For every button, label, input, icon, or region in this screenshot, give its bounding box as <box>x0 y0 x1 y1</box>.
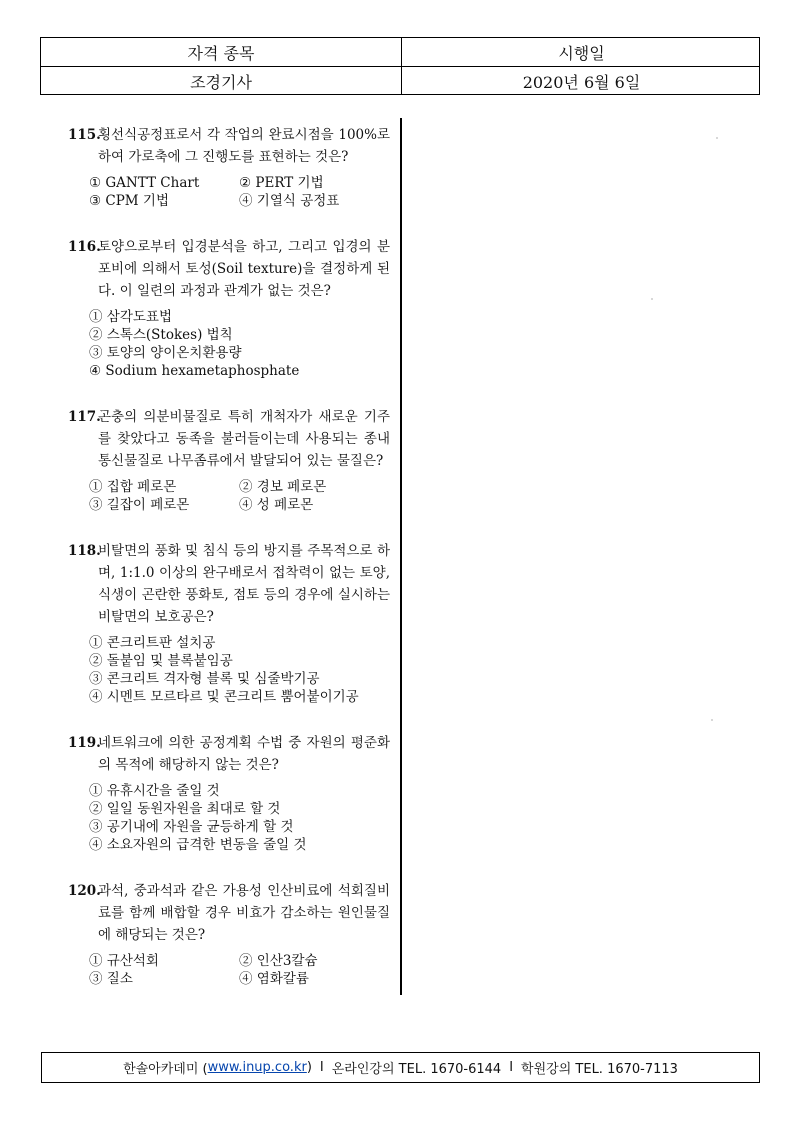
question-number: 115. <box>68 127 101 143</box>
exam-header-table <box>40 37 760 95</box>
answer-option-2[interactable]: ② 일일 동원자원을 최대로 할 것 <box>89 801 281 817</box>
answer-options <box>68 478 390 514</box>
question-116 <box>68 236 390 380</box>
answer-option-3[interactable]: ③ 길잡이 페로몬 <box>89 497 190 513</box>
header-label-row <box>41 38 759 66</box>
column-divider <box>400 118 402 995</box>
question-text: 과석, 중과석과 같은 가용성 인산비료에 석회질비료를 함께 배합할 경우 비효가 감소하는 원인물질에 해당되는 것은? <box>98 883 390 943</box>
footer-separator: I <box>509 1060 514 1075</box>
footer-academy: 한솔아카데미 ( <box>123 1062 208 1077</box>
answer-option-4[interactable]: ④ 시멘트 모르타르 및 콘크리트 뿜어붙이기공 <box>89 689 359 705</box>
answer-options <box>68 634 390 706</box>
question-number: 118. <box>68 543 101 559</box>
answer-option-4[interactable]: ④ 소요자원의 급격한 변동을 줄일 것 <box>89 837 307 853</box>
answer-option-2[interactable]: ② PERT 기법 <box>239 175 324 191</box>
answer-option-1[interactable]: ① 집합 페로몬 <box>89 479 177 495</box>
footer-online-tel: 온라인강의 TEL. 1670-6144 <box>331 1062 502 1077</box>
answer-option-3[interactable]: ③ 토양의 양이온치환용량 <box>89 345 242 361</box>
question-text: 횡선식공정표로서 각 작업의 완료시점을 100%로 하여 가로축에 그 진행도를 표현하는 것은? <box>98 127 390 165</box>
answer-option-3[interactable]: ③ CPM 기법 <box>89 193 170 209</box>
answer-option-1[interactable]: ① 규산석회 <box>89 953 159 969</box>
question-119 <box>68 732 390 854</box>
question-column <box>68 124 390 1014</box>
question-number: 119. <box>68 735 101 751</box>
question-text: 비탈면의 풍화 및 침식 등의 방지를 주목적으로 하며, 1:1.0 이상의 완구배로서 접착력이 없는 토양, 식생이 곤란한 풍화토, 점토 등의 경우에 실시하는 비탈면의 보호공은? <box>98 543 390 625</box>
question-120 <box>68 880 390 988</box>
question-number: 116. <box>68 239 101 255</box>
exam-date: 2020년 6월 6일 <box>401 67 761 95</box>
answer-options <box>68 782 390 854</box>
question-text: 곤충의 의분비물질로 특히 개척자가 새로운 기주를 찾았다고 동족을 불러들이는데 사용되는 종내 통신물질로 나무좀류에서 발달되어 있는 물질은? <box>98 409 390 469</box>
question-117 <box>68 406 390 514</box>
answer-option-4[interactable]: ④ 기열식 공정표 <box>239 193 340 209</box>
answer-option-3[interactable]: ③ 콘크리트 격자형 블록 및 심줄박기공 <box>89 671 320 687</box>
answer-option-1[interactable]: ① GANTT Chart <box>89 175 200 191</box>
answer-options <box>68 308 390 380</box>
answer-options <box>68 952 390 988</box>
answer-option-2[interactable]: ② 돌붙임 및 블록붙임공 <box>89 653 233 669</box>
answer-option-2[interactable]: ② 스톡스(Stokes) 법칙 <box>89 327 233 343</box>
answer-option-4[interactable]: ④ Sodium hexametaphosphate <box>89 363 300 379</box>
footer-academy-close: ) <box>306 1060 312 1075</box>
question-115 <box>68 124 390 210</box>
footer-website-link[interactable]: www.inup.co.kr <box>207 1060 307 1075</box>
exam-category-label: 자격 종목 <box>187 43 255 63</box>
answer-option-3[interactable]: ③ 질소 <box>89 971 133 987</box>
answer-options <box>68 174 390 210</box>
question-118 <box>68 540 390 706</box>
scan-speck <box>716 137 718 139</box>
header-value-row <box>41 66 759 95</box>
footer-offline-tel: 학원강의 TEL. 1670-7113 <box>521 1062 678 1077</box>
scan-speck <box>651 298 653 300</box>
footer-separator: I <box>319 1060 324 1075</box>
question-number: 117. <box>68 409 101 425</box>
exam-name: 조경기사 <box>190 72 252 92</box>
answer-option-2[interactable]: ② 경보 페로몬 <box>239 479 327 495</box>
question-text: 네트워크에 의한 공정계획 수법 중 자원의 평준화의 목적에 해당하지 않는 것은? <box>98 735 390 773</box>
scan-speck <box>711 719 713 721</box>
answer-option-4[interactable]: ④ 성 페로몬 <box>239 497 314 513</box>
footer-bar <box>41 1052 760 1083</box>
answer-option-1[interactable]: ① 콘크리트판 설치공 <box>89 635 216 651</box>
question-text: 토양으로부터 입경분석을 하고, 그리고 입경의 분포비에 의해서 토성(Soil texture)을 결정하게 된다. 이 일련의 과정과 관계가 없는 것은? <box>98 239 390 299</box>
answer-option-2[interactable]: ② 인산3칼슘 <box>239 953 318 969</box>
answer-option-4[interactable]: ④ 염화칼륨 <box>239 971 309 987</box>
answer-option-1[interactable]: ① 삼각도표법 <box>89 309 172 325</box>
answer-option-1[interactable]: ① 유휴시간을 줄일 것 <box>89 783 220 799</box>
exam-date-label: 시행일 <box>401 38 761 66</box>
question-number: 120. <box>68 883 101 899</box>
answer-option-3[interactable]: ③ 공기내에 자원을 균등하게 할 것 <box>89 819 294 835</box>
